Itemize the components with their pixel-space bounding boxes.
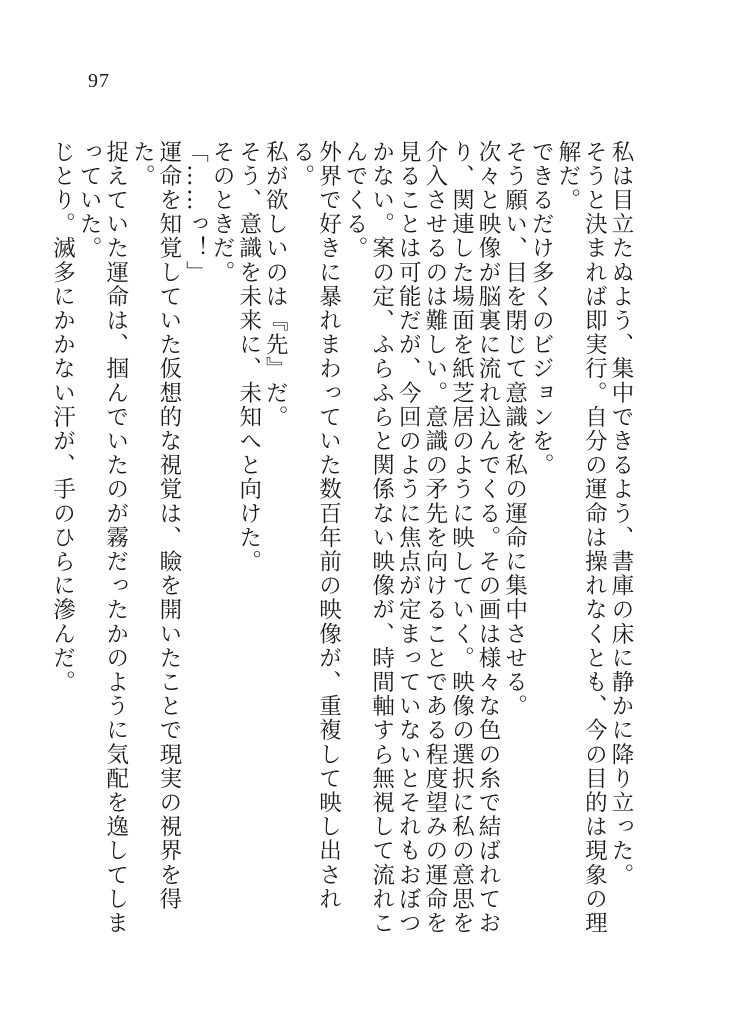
paragraph: 捉えていた運命は、掴んでいたのが霧だったかのように気配を逸してしまっていた。 <box>76 140 129 936</box>
paragraph: そうと決まれば即実行。自分の運命は操れなくとも、今の目的は現象の理解だ。 <box>554 140 608 936</box>
paragraph: そう願い、目を閉じて意識を私の運命に集中させる。 <box>501 140 528 719</box>
paragraph: そのときだ。 <box>209 140 236 285</box>
paragraph: 次々と映像が脳裏に流れ込んでくる。その画は様々な色の糸で結ばれており、関連した場面を紙芝居のように映していく。映像の選択に私の意思を介入させるのは難しい。意識の矛先を向けることである程度望みの運命を見ることは可能だが、今回のように焦点が定まっていないとそれもおぼつかない。案の定、ふらふらと関係ない映像が、時間軸すら無視して流れこんでくる。 <box>342 140 502 936</box>
paragraph: 「……っ！」 <box>182 140 209 285</box>
page-number: 97 <box>88 70 110 92</box>
paragraph: そう、意識を未来に、未知へと向けた。 <box>235 140 262 574</box>
paragraph: 私が欲しいのは『先』だ。 <box>262 140 289 430</box>
paragraph: できるだけ多くのビジョンを。 <box>528 140 555 478</box>
paragraph: 外界で好きに暴れまわっていた数百年前の映像が、重複して映し出される。 <box>288 140 342 912</box>
paragraph: じとり。滅多にかかない汗が、手のひらに滲んだ。 <box>49 140 76 695</box>
body-text <box>49 140 634 940</box>
paragraph: 私は目立たぬよう、集中できるよう、書庫の床に静かに降り立った。 <box>608 140 634 888</box>
paragraph: 運命を知覚していた仮想的な視覚は、瞼を開いたことで現実の視界を得た。 <box>129 140 182 912</box>
